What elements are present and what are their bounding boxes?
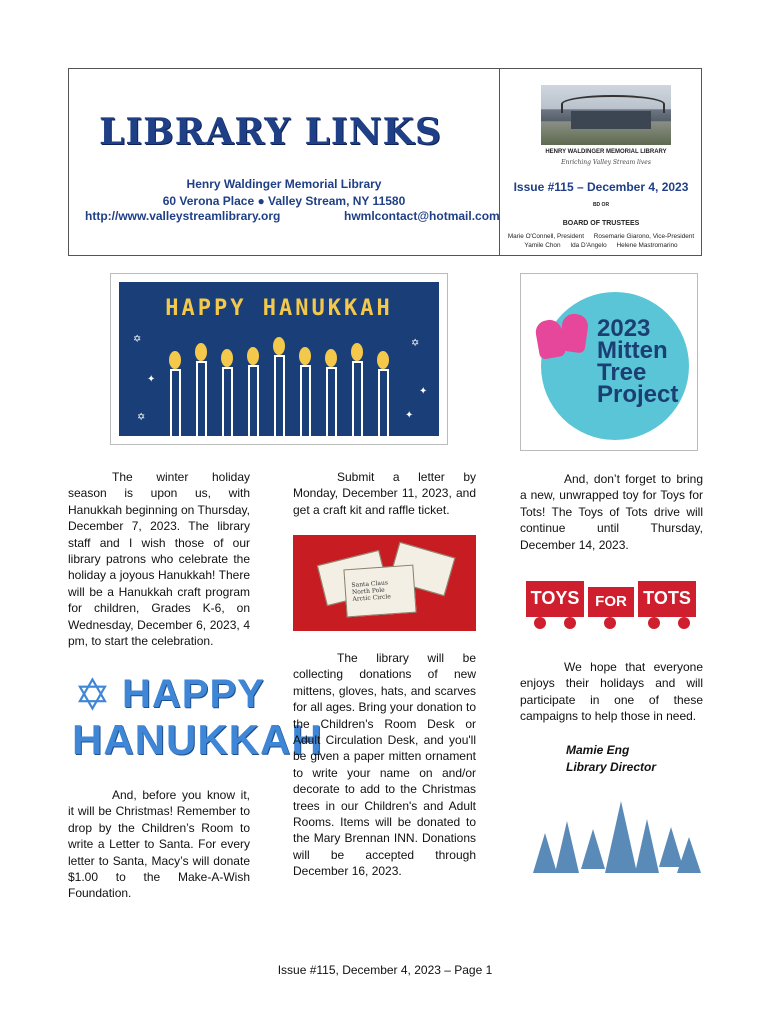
trustee-name: Helene Mastromarino [616, 242, 678, 249]
mitten-line: Tree [597, 359, 647, 386]
trustee-name: Yamile Chon [524, 242, 561, 249]
column-3-paragraph-1 [520, 471, 703, 553]
svg-text:✦: ✦ [147, 374, 156, 385]
column-2-paragraph-2 [293, 650, 476, 880]
library-email[interactable]: hwmlcontact@hotmail.com [344, 209, 500, 223]
train-wheel-icon [678, 617, 690, 629]
trustee-name: Marie O'Connell, President [507, 233, 584, 240]
trustee-name: Ida D'Angelo [570, 242, 607, 249]
mitten-icon [558, 312, 589, 353]
paragraph-text: We hope that everyone enjoys their holidays and will participate in one of these campaigns to help those in need. [520, 660, 703, 724]
photo-caption: HENRY WALDINGER MEMORIAL LIBRARY [545, 149, 667, 155]
menorah-candles-icon [119, 282, 439, 436]
paragraph-text: The winter holiday season is upon us, with Hanukkah beginning on Thursday, December 7, 2023. The library staff and I wish those of our library patrons who celebrate the holiday a joyous Hanukkah! There will be a Hanukkah craft program for children, Grades K-6, on Wednesday, December 6, 2023, 4 pm, to start the celebration. [68, 470, 250, 649]
svg-text:✡: ✡ [411, 338, 420, 349]
header-divider [499, 69, 500, 255]
svg-text:✡: ✡ [137, 412, 146, 423]
tree-icon [555, 821, 579, 873]
envelope-line: Santa Claus [351, 579, 389, 589]
library-address: 60 Verona Place ● Valley Stream, NY 11580 [162, 194, 406, 208]
paragraph-text: The library will be collecting donations of new mittens, gloves, hats, and scarves for all ages. Bring your donation to the Children's Room Desk or Adult Circulation Desk, and you'll be given a paper mitten ornament to write your name on and/or decorate to add to the Christmas trees in our Children's and Adult Rooms. Items will be donated to the Mary Brennan INN. Donations will be accepted through December 16, 2023. [293, 651, 476, 879]
signature-block [566, 742, 656, 776]
mitten-line: Project [597, 381, 679, 408]
toys-for-tots-logo [520, 567, 702, 639]
train-wheel-icon [534, 617, 546, 629]
issue-label: Issue #115 – December 4, 2023 [513, 180, 689, 194]
train-car: FOR [588, 587, 634, 617]
train-wheel-icon [648, 617, 660, 629]
envelope-line: Arctic Circle [352, 593, 392, 603]
small-caption: BD OR [592, 202, 610, 208]
paragraph-text: Submit a letter by Monday, December 11, 2023, and get a craft kit and raffle ticket. [293, 470, 476, 517]
page-footer: Issue #115, December 4, 2023 – Page 1 [277, 963, 493, 977]
column-1-paragraph-2 [68, 787, 250, 902]
train-car: TOTS [638, 581, 696, 617]
newsletter-header [68, 68, 702, 256]
mitten-line: Mitten [597, 337, 668, 364]
tree-icon [581, 829, 605, 869]
train-wheel-icon [564, 617, 576, 629]
library-name: Henry Waldinger Memorial Library [186, 177, 382, 191]
logo-line: HANUKKAH [72, 716, 323, 763]
tree-icon [677, 837, 701, 873]
signature-title: Library Director [566, 760, 657, 774]
tree-icon [605, 801, 637, 873]
envelope-line: North Pole [351, 586, 385, 596]
mitten-project-text [597, 315, 679, 408]
tree-icon [533, 833, 557, 873]
library-url[interactable]: http://www.valleystreamlibrary.org [85, 209, 281, 223]
winter-trees-image [527, 793, 703, 883]
trustees-row-1 [499, 233, 703, 240]
svg-text:✦: ✦ [405, 410, 414, 421]
mitten-tree-project-image [520, 273, 698, 451]
trustee-name: Rosemarie Giarono, Vice-President [593, 233, 695, 240]
train-car: TOYS [526, 581, 584, 617]
hanukkah-banner-image [110, 273, 448, 445]
building-entrance [571, 111, 651, 129]
paragraph-text: And, don’t forget to bring a new, unwrapped toy for Toys for Tots! The Toys of Tots drive will continue until Thursday, December 14, 2023. [520, 472, 703, 552]
logo-line: HAPPY [122, 672, 265, 716]
happy-hanukkah-logo [70, 671, 323, 764]
trustees-row-2 [499, 242, 703, 249]
santa-letters-image [293, 535, 476, 631]
star-of-david-icon: ✡ [74, 671, 111, 720]
column-3-paragraph-2 [520, 659, 703, 725]
paragraph-text: And, before you know it, it will be Christmas! Remember to drop by the Children’s Room to write a Letter to Santa. For every letter to Santa, Macy’s will donate $1.00 to the Make-A-Wish Foundation. [68, 788, 250, 901]
mitten-line: 2023 [597, 315, 651, 342]
train-wheel-icon [604, 617, 616, 629]
svg-text:✦: ✦ [419, 386, 428, 397]
hanukkah-banner-title: HAPPY HANUKKAH [165, 296, 393, 321]
envelope-icon [343, 565, 416, 618]
envelope-address [351, 579, 391, 603]
tree-icon [635, 819, 659, 873]
column-1-paragraph-1 [68, 469, 250, 649]
svg-text:✡: ✡ [133, 334, 142, 345]
library-building-photo [541, 85, 671, 145]
board-title: BOARD OF TRUSTEES [562, 220, 640, 227]
masthead-title: LIBRARY LINKS [99, 111, 442, 153]
hanukkah-banner-panel [119, 282, 439, 436]
column-2-paragraph-1 [293, 469, 476, 518]
photo-tagline: Enriching Valley Stream lives [561, 159, 651, 166]
signature-name: Mamie Eng [566, 743, 630, 757]
